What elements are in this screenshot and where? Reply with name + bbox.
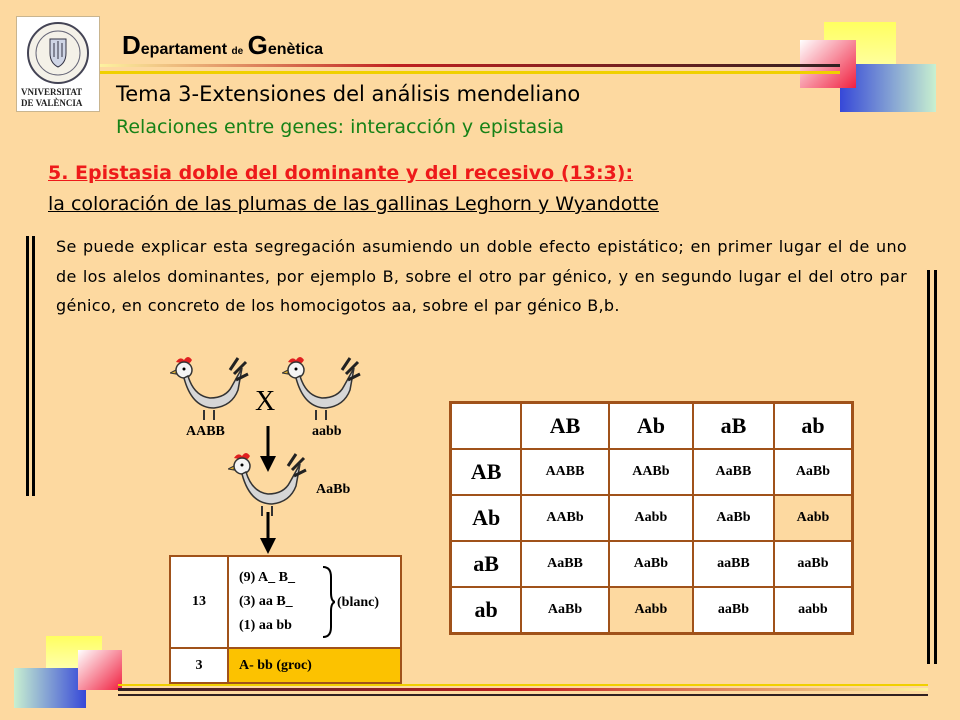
left-vertical-bar-1 xyxy=(26,236,29,496)
parent-1-genotype: AABB xyxy=(186,424,225,439)
right-vertical-bar-2 xyxy=(934,270,937,664)
genotype-cell: AaBB xyxy=(521,541,609,587)
table-row xyxy=(170,556,401,648)
genotype-cell: aabb xyxy=(774,587,853,634)
dept-word-2: enètica xyxy=(267,41,323,58)
section-heading: 5. Epistasia doble del dominante y del recesivo (13:3): xyxy=(48,162,634,184)
hen-f1-icon xyxy=(228,448,308,520)
dept-letter-d: D xyxy=(122,30,141,60)
dept-letter-g: G xyxy=(247,30,268,60)
ratio-yellow-count: 3 xyxy=(170,648,228,683)
hen-parent-1-icon xyxy=(170,352,250,424)
deco-square-green-bottom xyxy=(14,668,86,708)
genotype-cell: Aabb xyxy=(609,495,693,541)
phenotype-yellow-label: A- bb (groc) xyxy=(228,648,401,683)
table-row xyxy=(451,587,853,634)
corner-cell xyxy=(451,403,522,450)
genotype-cell: AABb xyxy=(609,449,693,495)
left-vertical-bar-2 xyxy=(32,236,35,496)
footer-line-yellow xyxy=(118,684,928,686)
table-row xyxy=(451,541,853,587)
genotype-cell-highlighted: Aabb xyxy=(609,587,693,634)
right-vertical-bar-1 xyxy=(927,270,930,664)
genotype-cell: aaBb xyxy=(774,541,853,587)
column-header: aB xyxy=(693,403,774,450)
table-row xyxy=(451,449,853,495)
page-subtitle: Relaciones entre genes: interacción y epistasia xyxy=(116,116,565,138)
row-header: Ab xyxy=(451,495,522,541)
genotype-cell: AaBb xyxy=(774,449,853,495)
hen-parent-2-icon xyxy=(282,352,362,424)
ratio-white-genotypes xyxy=(228,556,401,648)
deco-square-red-bottom xyxy=(78,650,122,690)
header-line-yellow xyxy=(100,71,840,74)
genotype-line: (3) aa B_ xyxy=(239,594,293,609)
row-header: ab xyxy=(451,587,522,634)
explanation-paragraph: Se puede explicar esta segregación asumiendo un doble efecto epistático; en primer lugar el de uno de los alelos dominantes, por ejemplo B, sobre el otro par génico, y en segundo lugar el del otro par génico, en concreto de los homocigotos aa, sobre el par génico B,b. xyxy=(56,237,907,315)
dept-word-1: epartament xyxy=(140,41,228,58)
dept-word-de: de xyxy=(231,46,244,57)
genotype-line: (9) A_ B_ xyxy=(239,570,295,585)
genotype-cell: AaBb xyxy=(521,587,609,634)
genotype-cell: AaBb xyxy=(693,495,774,541)
column-header: ab xyxy=(774,403,853,450)
row-header: AB xyxy=(451,449,522,495)
genotype-cell: AaBb xyxy=(609,541,693,587)
cross-symbol: X xyxy=(255,386,276,417)
genotype-cell: AaBB xyxy=(693,449,774,495)
genotype-cell-highlighted: Aabb xyxy=(774,495,853,541)
footer-line-dark xyxy=(118,688,928,691)
table-row xyxy=(451,495,853,541)
row-header: aB xyxy=(451,541,522,587)
genotype-cell: aaBB xyxy=(693,541,774,587)
university-name-line1: VNIVERSITAT xyxy=(21,87,83,97)
section-heading-2: la coloración de las plumas de las gallinas Leghorn y Wyandotte xyxy=(48,193,659,215)
genotype-cell: aaBb xyxy=(693,587,774,634)
table-row xyxy=(451,403,853,450)
ratio-white-count: 13 xyxy=(170,556,228,648)
department-title xyxy=(122,30,323,61)
genotype-cell: AABb xyxy=(521,495,609,541)
column-header: Ab xyxy=(609,403,693,450)
footer-line-dark-2 xyxy=(118,694,928,696)
genotype-line: (1) aa bb xyxy=(239,618,292,633)
parent-2-genotype: aabb xyxy=(312,424,342,439)
genotype-cell: AABB xyxy=(521,449,609,495)
arrow-down-icon xyxy=(258,512,278,556)
page-title: Tema 3-Extensiones del análisis mendeliano xyxy=(116,82,581,106)
curly-brace-icon xyxy=(321,565,335,639)
university-name-line2: DE VALÈNCIA xyxy=(21,98,83,108)
column-header: AB xyxy=(521,403,609,450)
header-line-dark xyxy=(100,64,840,67)
university-logo xyxy=(16,16,100,112)
f1-genotype: AaBb xyxy=(316,482,351,497)
punnett-square xyxy=(449,401,854,635)
table-row xyxy=(170,648,401,683)
phenotype-white-label: (blanc) xyxy=(337,595,379,610)
phenotype-ratio-table xyxy=(169,555,402,684)
